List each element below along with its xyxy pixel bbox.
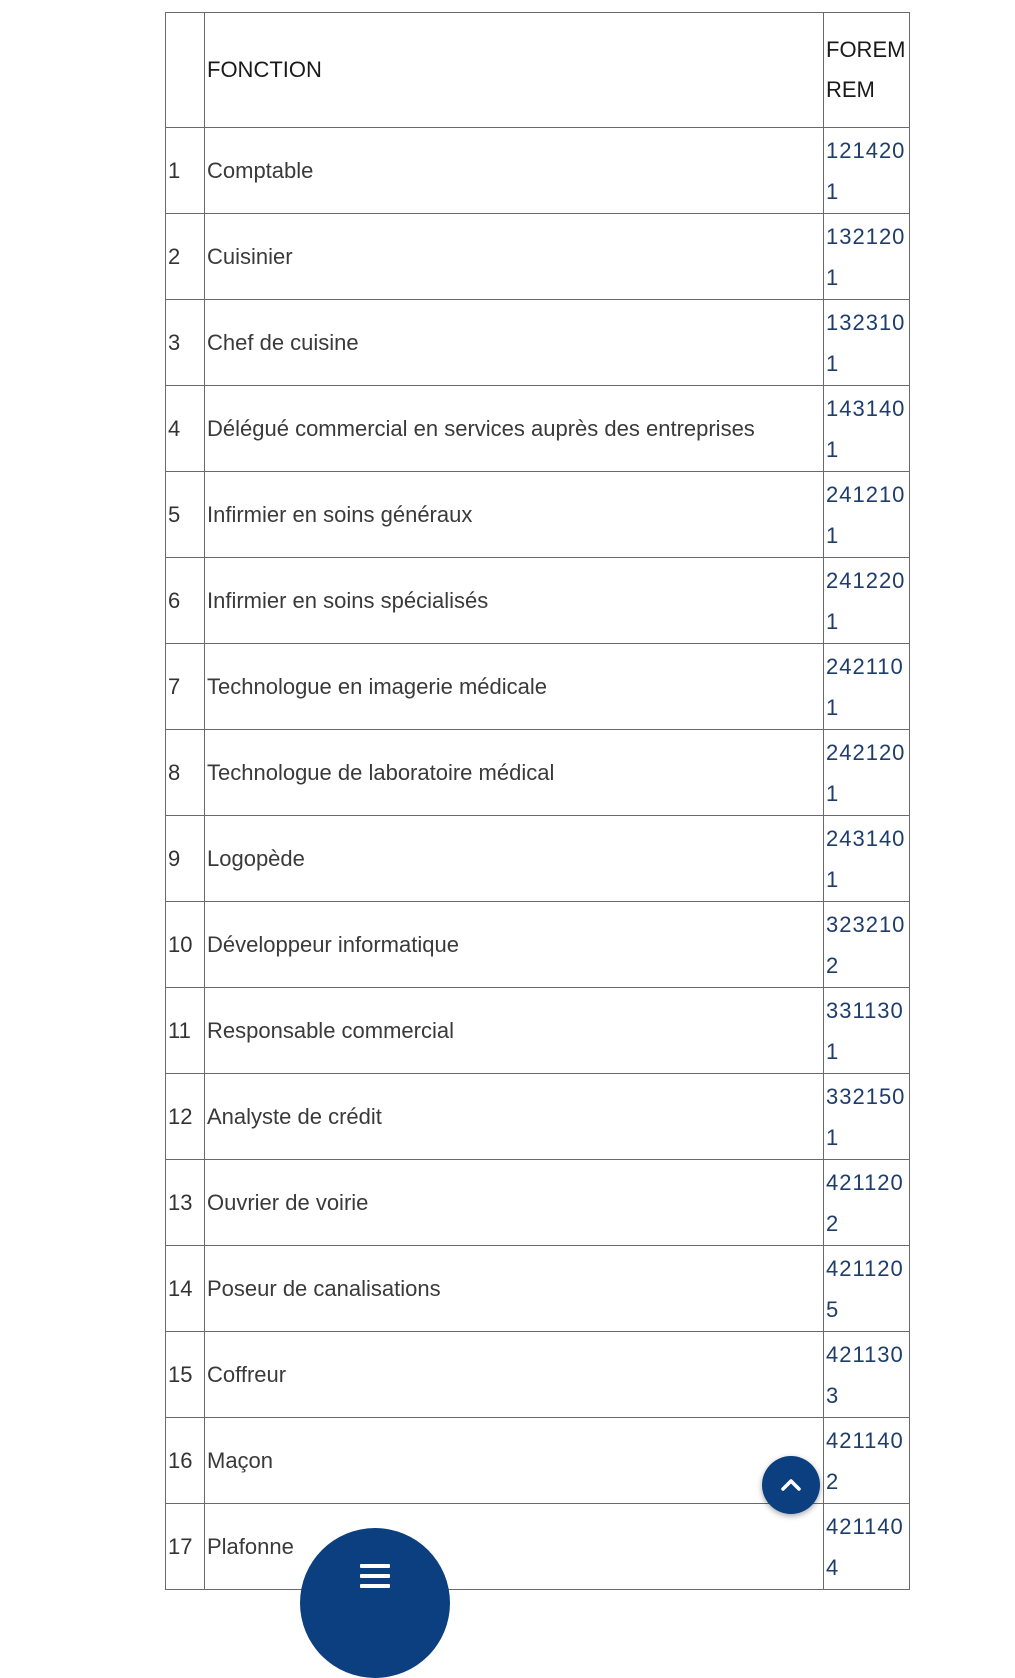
row-number: 11	[166, 988, 205, 1074]
row-code: 3311301	[824, 988, 910, 1074]
row-number: 7	[166, 644, 205, 730]
scroll-to-top-button[interactable]	[762, 1456, 820, 1514]
row-fonction: Chef de cuisine	[205, 300, 824, 386]
table-row	[166, 1504, 910, 1590]
row-code: 2421201	[824, 730, 910, 816]
row-fonction: Délégué commercial en services auprès des entreprises	[205, 386, 824, 472]
table-row	[166, 816, 910, 902]
row-code: 4211205	[824, 1246, 910, 1332]
row-number: 17	[166, 1504, 205, 1590]
table-row	[166, 1332, 910, 1418]
table-row	[166, 128, 910, 214]
header-fonction: FONCTION	[205, 13, 824, 128]
row-number: 13	[166, 1160, 205, 1246]
row-number: 1	[166, 128, 205, 214]
table-row	[166, 558, 910, 644]
row-number: 16	[166, 1418, 205, 1504]
row-number: 12	[166, 1074, 205, 1160]
row-code: 1431401	[824, 386, 910, 472]
row-fonction: Technologue de laboratoire médical	[205, 730, 824, 816]
table-row	[166, 730, 910, 816]
table-row	[166, 214, 910, 300]
row-code: 1321201	[824, 214, 910, 300]
row-fonction: Logopède	[205, 816, 824, 902]
row-fonction: Analyste de crédit	[205, 1074, 824, 1160]
row-number: 4	[166, 386, 205, 472]
row-code: 3321501	[824, 1074, 910, 1160]
row-code: 2431401	[824, 816, 910, 902]
row-fonction: Cuisinier	[205, 214, 824, 300]
row-number: 14	[166, 1246, 205, 1332]
row-code: 4211402	[824, 1418, 910, 1504]
menu-button[interactable]	[300, 1528, 450, 1678]
table-header-row	[166, 13, 910, 128]
row-fonction: Technologue en imagerie médicale	[205, 644, 824, 730]
table-row	[166, 644, 910, 730]
row-code: 4211404	[824, 1504, 910, 1590]
row-fonction: Maçon	[205, 1418, 824, 1504]
row-code: 2421101	[824, 644, 910, 730]
row-fonction: Poseur de canalisations	[205, 1246, 824, 1332]
row-fonction: Infirmier en soins généraux	[205, 472, 824, 558]
row-number: 8	[166, 730, 205, 816]
row-code: 2412201	[824, 558, 910, 644]
row-number: 2	[166, 214, 205, 300]
row-code: 2412101	[824, 472, 910, 558]
table-row	[166, 902, 910, 988]
hamburger-menu-icon	[360, 1564, 390, 1678]
row-number: 5	[166, 472, 205, 558]
row-code: 4211303	[824, 1332, 910, 1418]
header-number	[166, 13, 205, 128]
row-number: 6	[166, 558, 205, 644]
row-fonction: Comptable	[205, 128, 824, 214]
table-row	[166, 386, 910, 472]
row-fonction: Coffreur	[205, 1332, 824, 1418]
row-number: 15	[166, 1332, 205, 1418]
row-fonction: Développeur informatique	[205, 902, 824, 988]
header-code: FOREM REM	[824, 13, 910, 128]
row-number: 9	[166, 816, 205, 902]
row-fonction: Ouvrier de voirie	[205, 1160, 824, 1246]
row-code: 3232102	[824, 902, 910, 988]
table-row	[166, 988, 910, 1074]
row-code: 1323101	[824, 300, 910, 386]
table-row	[166, 472, 910, 558]
table-row	[166, 300, 910, 386]
row-code: 1214201	[824, 128, 910, 214]
row-fonction: Plafonne	[205, 1504, 824, 1590]
chevron-up-icon	[780, 1478, 802, 1492]
row-code: 4211202	[824, 1160, 910, 1246]
occupations-table-container	[165, 12, 909, 1590]
row-fonction: Infirmier en soins spécialisés	[205, 558, 824, 644]
table-row	[166, 1074, 910, 1160]
row-number: 3	[166, 300, 205, 386]
table-row	[166, 1246, 910, 1332]
occupations-table	[165, 12, 910, 1590]
row-number: 10	[166, 902, 205, 988]
table-row	[166, 1160, 910, 1246]
row-fonction: Responsable commercial	[205, 988, 824, 1074]
